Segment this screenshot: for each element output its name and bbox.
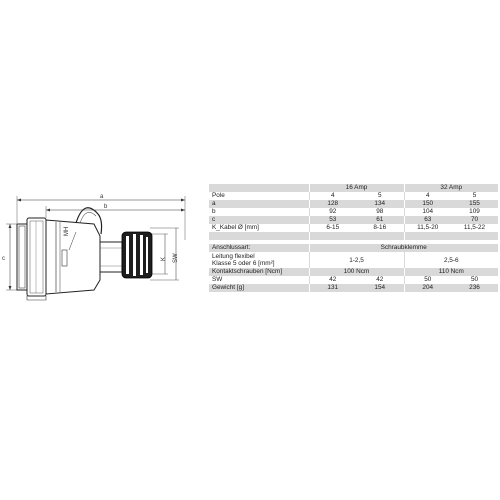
- leitung-label-1: Leitung flexibel: [212, 253, 255, 260]
- table-row: [209, 252, 498, 268]
- kontakt-16: 100 Ncm: [309, 268, 404, 276]
- dim-c-label: c: [2, 256, 5, 262]
- dim-k-label: K: [161, 256, 167, 261]
- leitung-16: 1-2,5: [309, 252, 404, 268]
- header-16-amp: 16 Amp: [309, 184, 404, 192]
- table-row: Gewicht [g] 131 154 204 236: [209, 284, 498, 292]
- header-32-amp: 32 Amp: [404, 184, 498, 192]
- table-header-row: [209, 184, 498, 192]
- dim-a-label: a: [100, 194, 104, 200]
- table-spacer-row: [209, 232, 498, 240]
- table-row: b 92 98 104 109: [209, 208, 498, 216]
- spec-table: [209, 184, 498, 292]
- dim-b-label: b: [104, 204, 108, 210]
- table-row: a 128 134 150 155: [209, 200, 498, 208]
- table-row: SW 42 42 50 50: [209, 276, 498, 284]
- plug-drawing: [0, 188, 205, 323]
- table-row: c 53 61 63 70: [209, 216, 498, 224]
- table-row: K_Kabel Ø [mm] 6-15 8-16 11,5-20 11,5-22: [209, 224, 498, 232]
- anschluss-value: Schraubklemme: [309, 244, 498, 252]
- dim-sw-label: SW: [173, 253, 179, 263]
- anschluss-label: Anschlussart:: [209, 244, 309, 252]
- kontakt-label: Kontaktschrauben [Ncm]: [209, 268, 309, 276]
- leitung-32: 2,5-6: [404, 252, 498, 268]
- table-row: Pole 4 5 4 5: [209, 192, 498, 200]
- brand-mark: MH: [64, 226, 70, 236]
- kontakt-32: 110 Ncm: [404, 268, 498, 276]
- leitung-label-2: Klasse 5 oder 6 [mm²]: [212, 260, 275, 267]
- table-row: [209, 268, 498, 276]
- table-row: [209, 244, 498, 252]
